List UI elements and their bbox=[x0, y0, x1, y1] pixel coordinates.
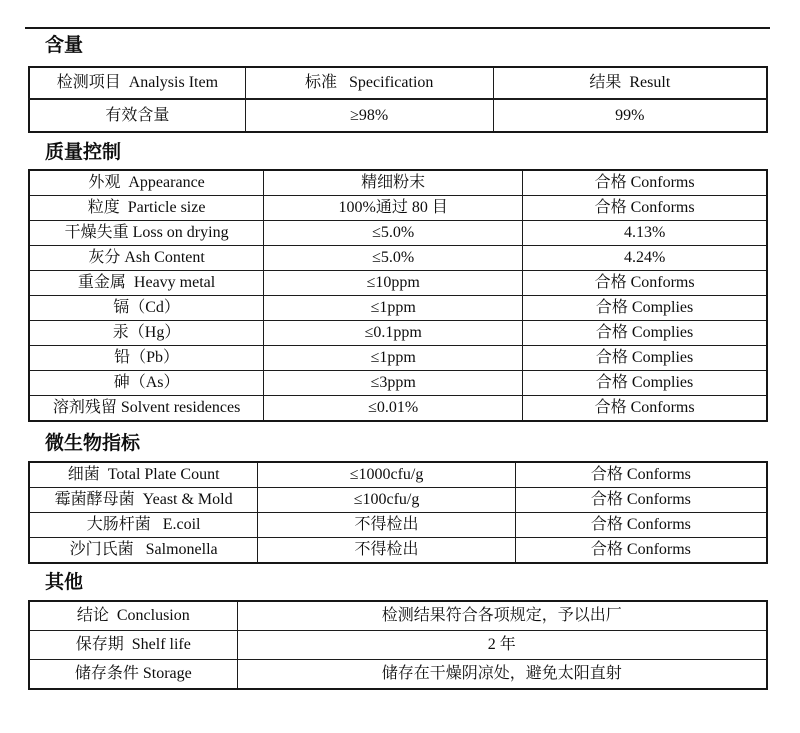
cell-item: 灰分 Ash Content bbox=[29, 246, 264, 271]
section-heading-quality: 质量控制 bbox=[45, 142, 122, 163]
cell-result: 合格 Complies bbox=[523, 321, 767, 346]
cell-item: 沙门氏菌 Salmonella bbox=[29, 538, 258, 564]
cell-item: 砷（As） bbox=[29, 371, 264, 396]
table-row bbox=[29, 538, 767, 564]
cell-value: 2 年 bbox=[237, 631, 767, 660]
other-table bbox=[28, 600, 768, 690]
cell-spec: 精细粉末 bbox=[264, 170, 523, 196]
table-row bbox=[29, 170, 767, 196]
cell-item: 外观 Appearance bbox=[29, 170, 264, 196]
cell-spec: 不得检出 bbox=[258, 538, 516, 564]
cell-spec: ≤3ppm bbox=[264, 371, 523, 396]
table-row bbox=[29, 221, 767, 246]
micro-table bbox=[28, 461, 768, 564]
cell-item: 保存期 Shelf life bbox=[29, 631, 237, 660]
section-heading-micro: 微生物指标 bbox=[45, 433, 141, 454]
cell-result: 4.24% bbox=[523, 246, 767, 271]
table-row bbox=[29, 488, 767, 513]
cell-spec: 100%通过 80 目 bbox=[264, 196, 523, 221]
cell-result: 4.13% bbox=[523, 221, 767, 246]
table-row bbox=[29, 462, 767, 488]
cell-spec: ≥98% bbox=[245, 99, 493, 132]
cell-item: 铅（Pb） bbox=[29, 346, 264, 371]
col-header-result: 结果 Result bbox=[493, 67, 767, 99]
table-row bbox=[29, 631, 767, 660]
cell-item: 溶剂残留 Solvent residences bbox=[29, 396, 264, 422]
cell-item: 霉菌酵母菌 Yeast & Mold bbox=[29, 488, 258, 513]
cell-spec: 不得检出 bbox=[258, 513, 516, 538]
cell-result: 合格 Conforms bbox=[515, 513, 767, 538]
cell-spec: ≤1ppm bbox=[264, 296, 523, 321]
quality-table bbox=[28, 169, 768, 422]
cell-result: 合格 Conforms bbox=[523, 170, 767, 196]
cell-result: 合格 Conforms bbox=[515, 538, 767, 564]
table-row bbox=[29, 296, 767, 321]
cell-item: 汞（Hg） bbox=[29, 321, 264, 346]
table-row bbox=[29, 246, 767, 271]
top-rule bbox=[25, 27, 770, 29]
table-row bbox=[29, 513, 767, 538]
cell-item: 大肠杆菌 E.coil bbox=[29, 513, 258, 538]
cell-value: 储存在干燥阴凉处，避免太阳直射 bbox=[237, 660, 767, 690]
table-row bbox=[29, 196, 767, 221]
col-header-specification: 标准 Specification bbox=[245, 67, 493, 99]
table-row bbox=[29, 601, 767, 631]
cell-item: 粒度 Particle size bbox=[29, 196, 264, 221]
cell-spec: ≤100cfu/g bbox=[258, 488, 516, 513]
cell-result: 合格 Conforms bbox=[515, 462, 767, 488]
cell-result: 合格 Complies bbox=[523, 346, 767, 371]
section-heading-content: 含量 bbox=[45, 35, 84, 56]
cell-result: 合格 Conforms bbox=[523, 396, 767, 422]
table-row bbox=[29, 371, 767, 396]
cell-result: 合格 Conforms bbox=[515, 488, 767, 513]
section-heading-other: 其他 bbox=[45, 572, 84, 593]
cell-item: 储存条件 Storage bbox=[29, 660, 237, 690]
cell-item: 重金属 Heavy metal bbox=[29, 271, 264, 296]
cell-item: 干燥失重 Loss on drying bbox=[29, 221, 264, 246]
cell-spec: ≤0.1ppm bbox=[264, 321, 523, 346]
cell-item: 细菌 Total Plate Count bbox=[29, 462, 258, 488]
cell-result: 合格 Conforms bbox=[523, 196, 767, 221]
table-row bbox=[29, 346, 767, 371]
table-row bbox=[29, 271, 767, 296]
cell-result: 合格 Complies bbox=[523, 371, 767, 396]
cell-spec: ≤0.01% bbox=[264, 396, 523, 422]
cell-spec: ≤1000cfu/g bbox=[258, 462, 516, 488]
cell-spec: ≤5.0% bbox=[264, 221, 523, 246]
content-table-header-row bbox=[29, 67, 767, 99]
table-row bbox=[29, 396, 767, 422]
cell-spec: ≤5.0% bbox=[264, 246, 523, 271]
content-table bbox=[28, 66, 768, 133]
col-header-analysis-item: 检测项目 Analysis Item bbox=[29, 67, 245, 99]
cell-result: 合格 Conforms bbox=[523, 271, 767, 296]
cell-item: 结论 Conclusion bbox=[29, 601, 237, 631]
table-row bbox=[29, 321, 767, 346]
cell-result: 99% bbox=[493, 99, 767, 132]
table-row bbox=[29, 660, 767, 690]
cell-value: 检测结果符合各项规定，予以出厂 bbox=[237, 601, 767, 631]
cell-item: 镉（Cd） bbox=[29, 296, 264, 321]
cell-item: 有效含量 bbox=[29, 99, 245, 132]
cell-result: 合格 Complies bbox=[523, 296, 767, 321]
table-row bbox=[29, 99, 767, 132]
cell-spec: ≤10ppm bbox=[264, 271, 523, 296]
cell-spec: ≤1ppm bbox=[264, 346, 523, 371]
